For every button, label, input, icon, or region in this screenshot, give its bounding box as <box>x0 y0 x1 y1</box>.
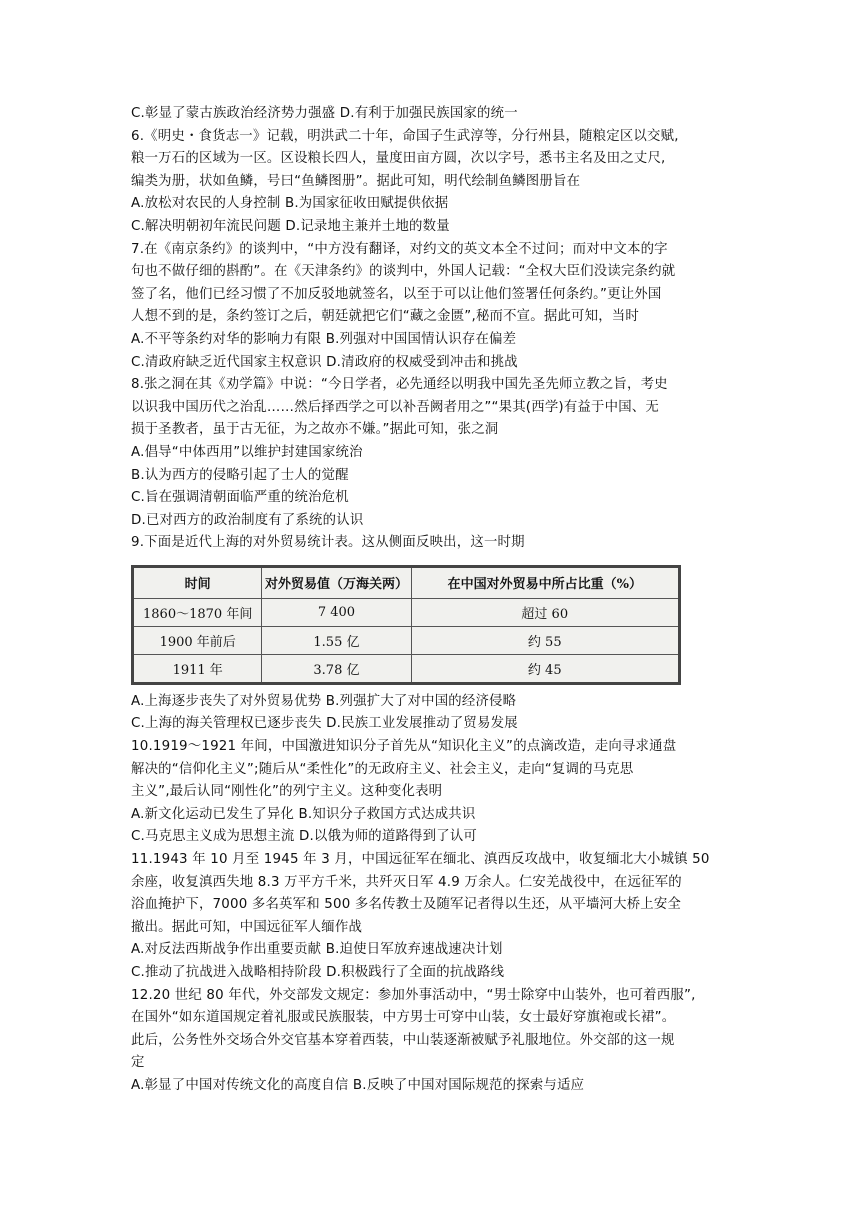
table-cell: 7 400 <box>262 598 411 626</box>
table-row <box>133 626 680 654</box>
text-line: C.彰显了蒙古族政治经济势力强盛 D.有利于加强民族国家的统一 <box>131 106 518 121</box>
table-cell: 超过 60 <box>411 598 679 626</box>
table-cell: 1911 年 <box>133 654 262 683</box>
answer-option-b: B.认为西方的侵略引起了士人的觉醒 <box>131 467 349 483</box>
table-cell: 约 45 <box>411 654 679 683</box>
text-line: 解决的“信仰化主义”;随后从“柔性化”的无政府主义、社会主义，走向“复调的马克思 <box>131 761 634 777</box>
text-line: 人想不到的是，条约签订之后，朝廷就把它们“藏之金匮”,秘而不宣。据此可知，当时 <box>131 309 639 325</box>
question-7-line: 7.在《南京条约》的谈判中，“中方没有翻译，对约文的英文本全不过问；而对中文本的字 <box>131 241 668 257</box>
text-line: 以识我中国历代之治乱……然后择西学之可以补吾阙者用之”“果其(西学)有益于中国、无 <box>131 399 659 415</box>
column-header-trade-value: 对外贸易值（万海关两） <box>262 566 411 598</box>
column-header-share: 在中国对外贸易中所占比重（%） <box>411 566 679 598</box>
answer-options-line: C.上海的海关管理权已逐步丧失 D.民族工业发展推动了贸易发展 <box>131 716 518 732</box>
question-8-line: 8.张之洞在其《劝学篇》中说：“今日学者，必先通经以明我中国先圣先师立教之旨，考史 <box>131 377 668 393</box>
text-line: 粮一万石的区域为一区。区设粮长四人，量度田亩方圆，次以字号，悉书主名及田之丈尺, <box>131 151 666 167</box>
answer-options-line: C.解决明朝初年流民问题 D.记录地主兼并土地的数量 <box>131 218 450 234</box>
table-cell: 1.55 亿 <box>262 626 411 654</box>
table-cell: 1860～1870 年间 <box>133 598 262 626</box>
answer-options-line: A.对反法西斯战争作出重要贡献 B.迫使日军放弃速战速决计划 <box>131 942 503 958</box>
text-line: 主义”,最后认同“刚性化”的列宁主义。这种变化表明 <box>131 784 443 800</box>
question-9-line: 9.下面是近代上海的对外贸易统计表。这从侧面反映出，这一时期 <box>131 535 525 551</box>
table-header-row <box>133 566 680 598</box>
text-line: 浴血掩护下，7000 多名英军和 500 多名传教士及随军记者得以生还，从平墙河大桥上安全 <box>131 897 682 913</box>
text-line: 撤出。据此可知，中国远征军人缅作战 <box>131 919 363 935</box>
trade-statistics-table-wrapper <box>131 565 681 685</box>
text-line: 在国外“如东道国规定着礼服或民族服装，中方男士可穿中山装，女士最好穿旗袍或长裙”。 <box>131 1010 676 1026</box>
text-line: 编类为册，状如鱼鳞，号曰“鱼鳞图册”。据此可知，明代绘制鱼鳞图册旨在 <box>131 173 581 189</box>
answer-options-line: A.上海逐步丧失了对外贸易优势 B.列强扩大了对中国的经济侵略 <box>131 693 517 709</box>
text-line: 余座，收复滇西失地 8.3 万平方千米，共歼灭日军 4.9 万余人。仁安羌战役中，在远征军的 <box>131 874 682 890</box>
answer-option-c: C.旨在强调清朝面临严重的统治危机 <box>131 490 349 506</box>
question-12-line: 12.20 世纪 80 年代，外交部发文规定：参加外事活动中，“男士除穿中山装外，也可着西服”, <box>131 987 696 1003</box>
answer-options-line: A.新文化运动已发生了异化 B.知识分子救国方式达成共识 <box>131 806 476 822</box>
text-line: 此后，公务性外交场合外交官基本穿着西装，中山装逐渐被赋予礼服地位。外交部的这一规 <box>131 1032 675 1048</box>
answer-options-line: A.放松对农民的人身控制 B.为国家征收田赋提供依据 <box>131 196 449 212</box>
table-cell: 3.78 亿 <box>262 654 411 683</box>
text-line: 损于圣教者，虽于古无征，为之故亦不嫌。”据此可知，张之洞 <box>131 422 499 438</box>
question-6-line: 6.《明史・食货志一》记载，明洪武二十年，命国子生武淳等，分行州县，随粮定区以交赋, <box>131 128 679 144</box>
trade-statistics-table <box>131 565 681 685</box>
text-line: 签了名，他们已经习惯了不加反驳地就签名，以至于可以让他们签署任何条约。”更让外国 <box>131 286 662 302</box>
answer-option-a: A.倡导“中体西用”以维护封建国家统治 <box>131 444 363 460</box>
question-10-line: 10.1919～1921 年间，中国激进知识分子首先从“知识化主义”的点滴改造，走向寻求通盘 <box>131 739 677 755</box>
table-row <box>133 598 680 626</box>
table-cell: 1900 年前后 <box>133 626 262 654</box>
answer-options-line: A.彰显了中国对传统文化的高度自信 B.反映了中国对国际规范的探索与适应 <box>131 1077 585 1093</box>
text-line: 定 <box>131 1055 145 1071</box>
text-line: 句也不做仔细的斟酌”。在《天津条约》的谈判中，外国人记载：“全权大臣们没读完条约就 <box>131 264 676 280</box>
answer-option-d: D.已对西方的政治制度有了系统的认识 <box>131 512 364 528</box>
column-header-time: 时间 <box>133 566 262 598</box>
document-body <box>131 103 731 1098</box>
answer-options-line: A.不平等条约对华的影响力有限 B.列强对中国国情认识存在偏差 <box>131 331 517 347</box>
table-row <box>133 654 680 683</box>
question-11-line: 11.1943 年 10 月至 1945 年 3 月，中国远征军在缅北、滇西反攻战中，收复缅北大小城镇 50 <box>131 852 710 868</box>
table-cell: 约 55 <box>411 626 679 654</box>
answer-options-line: C.马克思主义成为思想主流 D.以俄为师的道路得到了认可 <box>131 829 478 845</box>
answer-options-line: C.推动了抗战进入战略相持阶段 D.积极践行了全面的抗战路线 <box>131 965 505 980</box>
answer-options-line: C.清政府缺乏近代国家主权意识 D.清政府的权威受到冲击和挑战 <box>131 354 518 370</box>
